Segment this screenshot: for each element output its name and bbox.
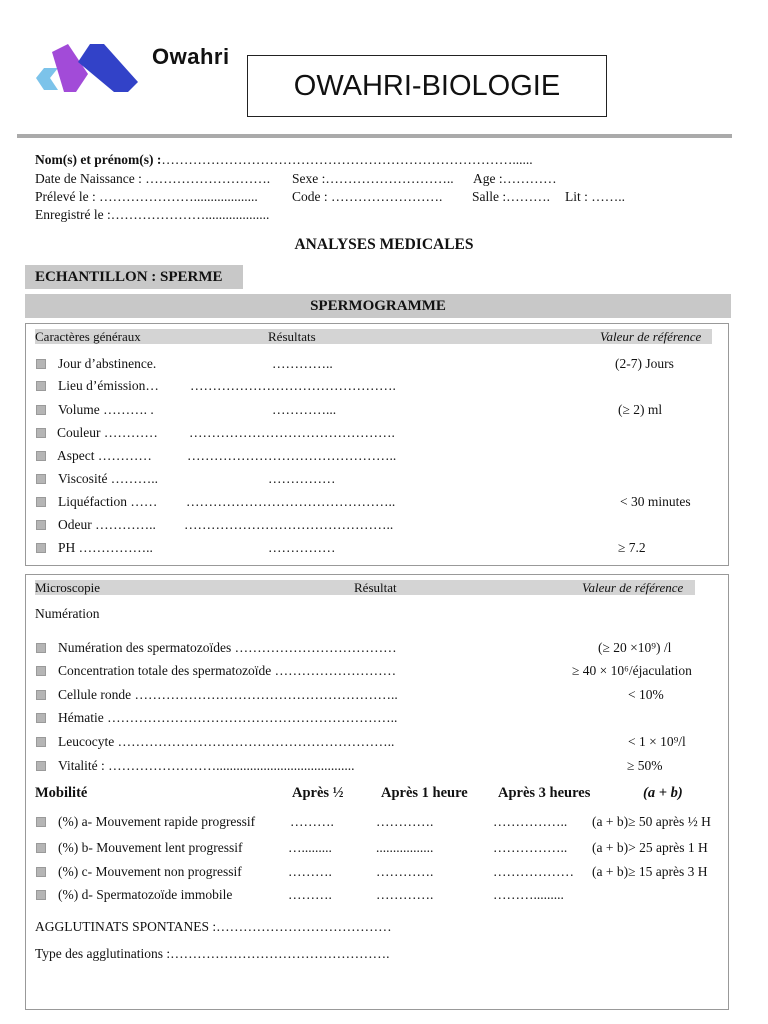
spermogramme-band: SPERMOGRAMME	[25, 294, 731, 318]
general-checkbox[interactable]	[36, 497, 46, 507]
mobility-checkbox[interactable]	[36, 867, 46, 877]
general-row-label: Viscosité ………..	[58, 471, 159, 486]
numeration-label: Numération	[35, 606, 100, 621]
general-row-label: Couleur …………	[57, 425, 158, 440]
micro-checkbox[interactable]	[36, 643, 46, 653]
general-row-label: Liquéfaction ……	[58, 494, 158, 509]
general-row-ref: (≥ 2) ml	[618, 402, 663, 417]
mobility-row-c3: ……………..	[493, 814, 568, 829]
mobility-row-label: (%) b- Mouvement lent progressif	[58, 840, 243, 855]
general-row-ref: (2-7) Jours	[615, 356, 674, 371]
micro-row-label: Vitalité : …………………….........................................	[58, 758, 355, 773]
general-row-ref: < 30 minutes	[620, 494, 691, 509]
micro-checkbox[interactable]	[36, 690, 46, 700]
general-row-result: ………………………………………..	[186, 494, 396, 509]
mobility-header-1h: Après 1 heure	[381, 785, 468, 801]
mobility-row-c2: .................	[376, 840, 434, 855]
mobility-header-label: Mobilité	[35, 785, 88, 801]
general-header-col2: Résultats	[268, 329, 316, 344]
micro-checkbox[interactable]	[36, 666, 46, 676]
patient-name-label: Nom(s) et prénom(s) :	[35, 152, 162, 167]
enregistre-field: Enregistré le :…………………...................	[35, 207, 270, 222]
general-header-col1: Caractères généraux	[35, 329, 141, 344]
mobility-row-ref: (a + b)≥ 50 après ½ H	[592, 814, 711, 829]
code-field: Code : …………………….	[292, 189, 443, 204]
general-row-ref: ≥ 7.2	[618, 540, 646, 555]
lab-title-box	[247, 55, 607, 117]
general-row-result: …………...	[272, 402, 337, 417]
agglutination-type-field: Type des agglutinations :………………………………………….	[35, 946, 390, 961]
micro-checkbox[interactable]	[36, 761, 46, 771]
mobility-row-c1: ……….	[288, 864, 332, 879]
agglutinats-field: AGGLUTINATS SPONTANES :…………………………………	[35, 919, 392, 934]
mobility-header-half: Après ½	[292, 785, 344, 801]
general-row-label: PH ……………..	[58, 540, 153, 555]
micro-row-label: Concentration totale des spermatozoïde ………………………	[58, 663, 397, 678]
general-header-col3: Valeur de référence	[600, 329, 702, 344]
general-row-label: Jour d’abstinence.	[58, 356, 157, 371]
micro-row-ref: (≥ 20 ×10⁹) /l	[598, 640, 672, 655]
patient-name-line	[35, 152, 533, 168]
general-checkbox[interactable]	[36, 359, 46, 369]
mobility-checkbox[interactable]	[36, 817, 46, 827]
sample-type-band: ECHANTILLON : SPERME	[25, 265, 243, 289]
sexe-field: Sexe :………………………..	[292, 171, 454, 186]
header-divider	[17, 134, 732, 138]
general-checkbox[interactable]	[36, 520, 46, 530]
micro-header-col2: Résultat	[354, 580, 397, 595]
micro-row-label: Hématie ………………………………………………………..	[58, 710, 398, 725]
mobility-checkbox[interactable]	[36, 843, 46, 853]
general-row-result: ……………	[268, 540, 336, 555]
general-row-result: ………………………………………..	[184, 517, 394, 532]
patient-name-field: ……………………………………………………………………......	[161, 152, 533, 167]
general-row-label: Volume ………. .	[58, 402, 154, 417]
general-row-label: Odeur …………..	[58, 517, 156, 532]
mobility-row-c1: ….........	[288, 840, 332, 855]
logo-text: Owahri	[152, 44, 230, 69]
mobility-row-label: (%) a- Mouvement rapide progressif	[58, 814, 256, 829]
age-field: Age :…………	[473, 171, 557, 186]
micro-row-ref: ≥ 50%	[627, 758, 663, 773]
micro-checkbox[interactable]	[36, 713, 46, 723]
general-checkbox[interactable]	[36, 543, 46, 553]
lit-field: Lit : ……..	[565, 189, 625, 204]
mobility-row-c3: ……………..	[493, 840, 568, 855]
salle-field: Salle :……….	[472, 189, 550, 204]
preleve-field: Prélevé le : …………………...................	[35, 189, 258, 204]
micro-row-label: Numération des spermatozoïdes ………………………………	[58, 640, 397, 655]
mobility-row-c2: ………….	[376, 887, 434, 902]
mobility-row-c1: ……….	[288, 887, 332, 902]
mobility-header-3h: Après 3 heures	[498, 785, 591, 801]
section-title: ANALYSES MEDICALES	[294, 236, 474, 253]
general-row-result: ……………………………………….	[190, 378, 396, 393]
mobility-row-ref: (a + b)≥ 15 après 3 H	[592, 864, 708, 879]
micro-row-ref: < 1 × 10⁹/l	[628, 734, 686, 749]
mobility-row-c2: ………….	[376, 814, 434, 829]
mobility-row-c3: ……….........	[493, 887, 564, 902]
micro-header-col3: Valeur de référence	[582, 580, 684, 595]
general-checkbox[interactable]	[36, 428, 46, 438]
mobility-row-c3: ………………	[493, 864, 574, 879]
dob-field: Date de Naissance : ……………………….	[35, 171, 271, 186]
mobility-row-label: (%) c- Mouvement non progressif	[58, 864, 242, 879]
general-row-label: Lieu d’émission…	[58, 378, 159, 393]
general-row-label: Aspect …………	[57, 448, 152, 463]
owahri-logo-icon	[30, 42, 142, 94]
general-checkbox[interactable]	[36, 451, 46, 461]
mobility-header-ab: (a + b)	[643, 785, 683, 801]
micro-header-col1: Microscopie	[35, 580, 100, 595]
mobility-row-c1: ……….	[290, 814, 334, 829]
general-row-result: ………………………………………..	[187, 448, 397, 463]
general-checkbox[interactable]	[36, 474, 46, 484]
mobility-row-label: (%) d- Spermatozoïde immobile	[58, 887, 233, 902]
micro-row-label: Leucocyte ……………………………………………………..	[58, 734, 395, 749]
lab-title: OWAHRI-BIOLOGIE	[293, 69, 561, 102]
mobility-row-ref: (a + b)> 25 après 1 H	[592, 840, 708, 855]
mobility-checkbox[interactable]	[36, 890, 46, 900]
mobility-row-c2: ………….	[376, 864, 434, 879]
general-checkbox[interactable]	[36, 405, 46, 415]
micro-row-ref: < 10%	[628, 687, 664, 702]
general-checkbox[interactable]	[36, 381, 46, 391]
micro-row-label: Cellule ronde …………………………………………………..	[58, 687, 398, 702]
general-row-result: ……………………………………….	[189, 425, 395, 440]
micro-row-ref: ≥ 40 × 10⁶/éjaculation	[572, 663, 692, 678]
micro-checkbox[interactable]	[36, 737, 46, 747]
general-row-result: …………..	[272, 356, 333, 371]
general-row-result: ……………	[268, 471, 336, 486]
